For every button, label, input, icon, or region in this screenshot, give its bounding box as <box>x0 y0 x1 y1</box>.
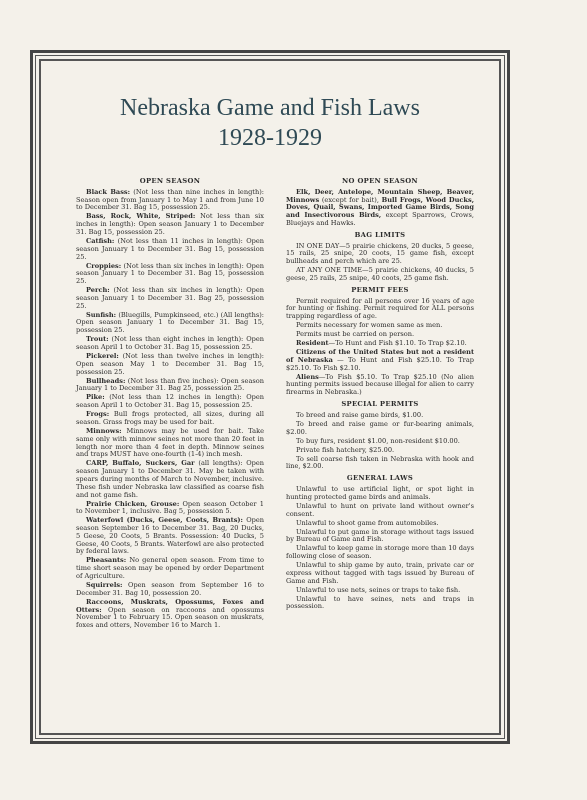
citizens-label: Citizens of the United States but not a resident of Nebraska <box>286 348 474 364</box>
general-law-item: Unlawful to have seines, nets and traps in possession. <box>286 594 474 611</box>
two-column-body <box>76 174 474 631</box>
species-name: Catfish: <box>86 236 115 245</box>
resident-fee <box>286 340 474 348</box>
season-details: Bull frogs protected, all sizes, during all season. Grass frogs may be used for bait. <box>76 410 264 426</box>
right-column <box>286 174 474 631</box>
open-season-entry <box>76 428 264 459</box>
season-details: (Not less than 11 inches in length): Open season January 1 to December 31. Bag 15, possession 25. <box>76 236 264 261</box>
species-name: Sunfish: <box>86 310 117 319</box>
species-name: Pickerel: <box>86 352 119 361</box>
aliens-text: —To Fish $5.10. To Trap $25.10 (No alien hunting permits issued because illegal for alien to carry firearms in Nebraska.) <box>286 372 474 397</box>
species-name: Prairie Chicken, Grouse: <box>86 499 180 508</box>
season-details: (Not less than twelve inches in length): Open season May 1 to December 31. Bag 15, possession 25. <box>76 352 264 376</box>
special-permit-item: To sell coarse fish taken in Nebraska with hook and line, $2.00. <box>286 454 474 471</box>
open-season-entry <box>76 189 264 212</box>
citizens-fee <box>286 349 474 372</box>
species-name: Croppies: <box>86 261 122 270</box>
section-title-general-laws: GENERAL LAWS <box>346 474 414 483</box>
season-details: (Not less than nine inches in length): Season open from January 1 to May 1 and from June 10 to December 31. Bag 15, possession 25. <box>76 187 264 212</box>
season-details: No general open season. From time to time short season may be opened by order Department of Agriculture. <box>76 556 264 581</box>
species-name: CARP, Buffalo, Suckers, Gar <box>86 459 195 468</box>
section-title-special-permits: SPECIAL PERMITS <box>341 400 419 409</box>
season-details: (Not less than 12 inches in length): Open season April 1 to October 31. Bag 15, possession 25. <box>76 393 264 410</box>
species-name: Black Bass: <box>86 187 131 196</box>
general-laws-list <box>286 486 474 611</box>
open-season-entry <box>76 582 264 598</box>
season-details: Open season September 16 to December 31. Bag, 20 Ducks, 5 Geese, 20 Coots, 5 Brants. Possession: 40 Ducks, 5 Geese, 40 Coots, 5 Brants. Waterfowl are also protected by federal laws. <box>76 516 265 556</box>
citizens-text: — To Hunt and Fish $25.10. To Trap $25.10. To Fish $2.10. <box>286 355 474 372</box>
page-title: Nebraska Game and Fish Laws <box>120 95 420 121</box>
season-details: (Not less than six inches in length): Open season January 1 to December 31. Bag 15, possession 25. <box>76 261 264 286</box>
document-content <box>44 64 496 730</box>
special-permit-item: To breed and raise game birds, $1.00. <box>296 410 424 419</box>
open-season-entry <box>76 238 264 261</box>
open-season-entry <box>76 336 264 352</box>
permit-fees-list <box>286 298 474 339</box>
special-permits-list <box>286 412 474 471</box>
species-name: Pheasants: <box>86 556 127 565</box>
permit-paragraph: Permit required for all persons over 16 years of age for hunting or fishing. Permit required for ALL persons trapping regardless of age. <box>286 296 474 321</box>
section-title-bag-limits: BAG LIMITS <box>354 230 406 239</box>
resident-label: Resident <box>296 339 329 348</box>
permit-paragraph: Permits necessary for women same as men. <box>296 321 443 330</box>
no-open-season-paragraph <box>286 189 474 228</box>
open-season-entry <box>76 353 264 376</box>
no-open-species: Elk, Deer, Antelope, Mountain Sheep, Beaver, Minnows <box>286 187 474 204</box>
section-title-open-season: OPEN SEASON <box>139 177 201 185</box>
bag-limit-paragraph: IN ONE DAY—5 prairie chickens, 20 ducks, 5 geese, 15 rails, 25 snipe, 20 coots, 15 game fish, except bullheads and perch which are 25. <box>286 241 474 266</box>
species-name: Minnows: <box>86 426 122 435</box>
open-season-entry <box>76 378 264 394</box>
resident-text: —To Hunt and Fish $1.10. To Trap $2.10. <box>328 339 467 348</box>
section-title-permit-fees: PERMIT FEES <box>351 285 409 294</box>
general-law-item: Unlawful to ship game by auto, train, private car or express without tagged with tags issued by Bureau of Game and Fish. <box>286 561 474 585</box>
species-name: Waterfowl (Ducks, Geese, Coots, Brants): <box>86 516 243 525</box>
season-details: (all lengths): Open season January 1 to December 31. May be taken with spears during months of March to November, inclusive. These fish under Nebraska law classified as coarse fish and not game fish. <box>76 459 265 499</box>
open-season-entry <box>76 411 264 427</box>
general-law-item: Unlawful to use artificial light, or spot light in hunting protected game birds and animals. <box>286 484 474 501</box>
season-details: (Not less than six inches in length): Open season January 1 to December 31. Bag 25, possession 25. <box>76 286 264 310</box>
open-season-entry <box>76 312 264 335</box>
open-season-entry <box>76 599 264 630</box>
open-season-entry <box>76 501 264 517</box>
aliens-fee <box>286 374 474 397</box>
page-years: 1928-1929 <box>218 125 322 151</box>
season-details: (Not less than eight inches in length): Open season April 1 to October 31. Bag 15, possession 25. <box>76 335 264 352</box>
season-details: Minnows may be used for bait. Take same only with minnow seines not more than 20 feet in length nor more than 4 feet in depth. Minnow seines and traps MUST have one-fourth (1-4) inch mesh. <box>76 426 264 459</box>
species-name: Bullheads: <box>86 376 126 385</box>
special-permit-item: To buy furs, resident $1.00, non-resident $10.00. <box>296 436 460 445</box>
bag-limit-paragraph: AT ANY ONE TIME—5 prairie chickens, 40 ducks, 5 geese, 25 rails, 25 snipe, 40 coots, 25 game fish. <box>286 266 474 282</box>
special-permit-item: To breed and raise game or fur-bearing animals, $2.00. <box>286 419 474 436</box>
no-open-note: (except for bait), <box>319 195 382 204</box>
season-details: Open season October 1 to November 1, inclusive. Bag 5, possession 5. <box>76 499 264 516</box>
species-name: Squirrels: <box>86 581 123 590</box>
left-column <box>76 174 264 631</box>
general-law-item: Unlawful to put game in storage without tags issued by Bureau of Game and Fish. <box>286 527 474 544</box>
open-season-entry <box>76 394 264 410</box>
general-law-item: Unlawful to hunt on private land without owner's consent. <box>286 501 474 518</box>
species-name: Bass, Rock, White, Striped: <box>86 212 196 221</box>
season-details: Not less than six inches in length): Open season January 1 to December 31. Bag 15, possession 25. <box>76 212 264 236</box>
open-season-entry <box>76 287 264 310</box>
special-permit-item: Private fish hatchery, $25.00. <box>296 445 395 454</box>
general-law-item: Unlawful to keep game in storage more than 10 days following close of season. <box>286 544 474 561</box>
open-season-entry <box>76 263 264 286</box>
aliens-label: Aliens <box>296 372 319 381</box>
general-law-item: Unlawful to use nets, seines or traps to take fish. <box>296 585 461 594</box>
general-law-item: Unlawful to shoot game from automobiles. <box>296 518 439 527</box>
open-season-entry <box>76 517 264 556</box>
no-open-note-2: except Sparrows, Crows, Bluejays and Hawks. <box>286 211 474 227</box>
open-season-entry <box>76 557 264 580</box>
open-season-entry <box>76 460 264 499</box>
species-name: Trout: <box>86 335 109 344</box>
season-details: Open season on raccoons and opossums November 1 to February 15. Open season on muskrats, foxes and otters, November 16 to March 1. <box>76 605 264 630</box>
species-name: Perch: <box>86 286 110 295</box>
season-details: Open season from September 16 to December 31. Bag 10, possession 20. <box>76 581 264 597</box>
species-name: Frogs: <box>86 410 110 419</box>
bag-limits-list <box>286 243 474 283</box>
species-name: Pike: <box>86 393 105 402</box>
open-season-entry <box>76 213 264 236</box>
permit-paragraph: Permits must be carried on person. <box>296 330 415 339</box>
species-name: Raccoons, Muskrats, Opossums, Foxes and Otters: <box>76 597 264 614</box>
no-open-species-2: Bull Frogs, Wood Ducks, Doves, Quail, Swans, Imported Game Birds, Song and Insectivorous Birds, <box>286 195 475 220</box>
season-details: (Not less than five inches): Open season January 1 to December 31. Bag 25, possession 25. <box>76 376 264 393</box>
season-details: (Bluegills, Pumpkinseed, etc.) (All lengths): Open season January 1 to December 31. Bag 15, possession 25. <box>76 310 264 335</box>
section-title-no-open-season: NO OPEN SEASON <box>342 177 418 185</box>
